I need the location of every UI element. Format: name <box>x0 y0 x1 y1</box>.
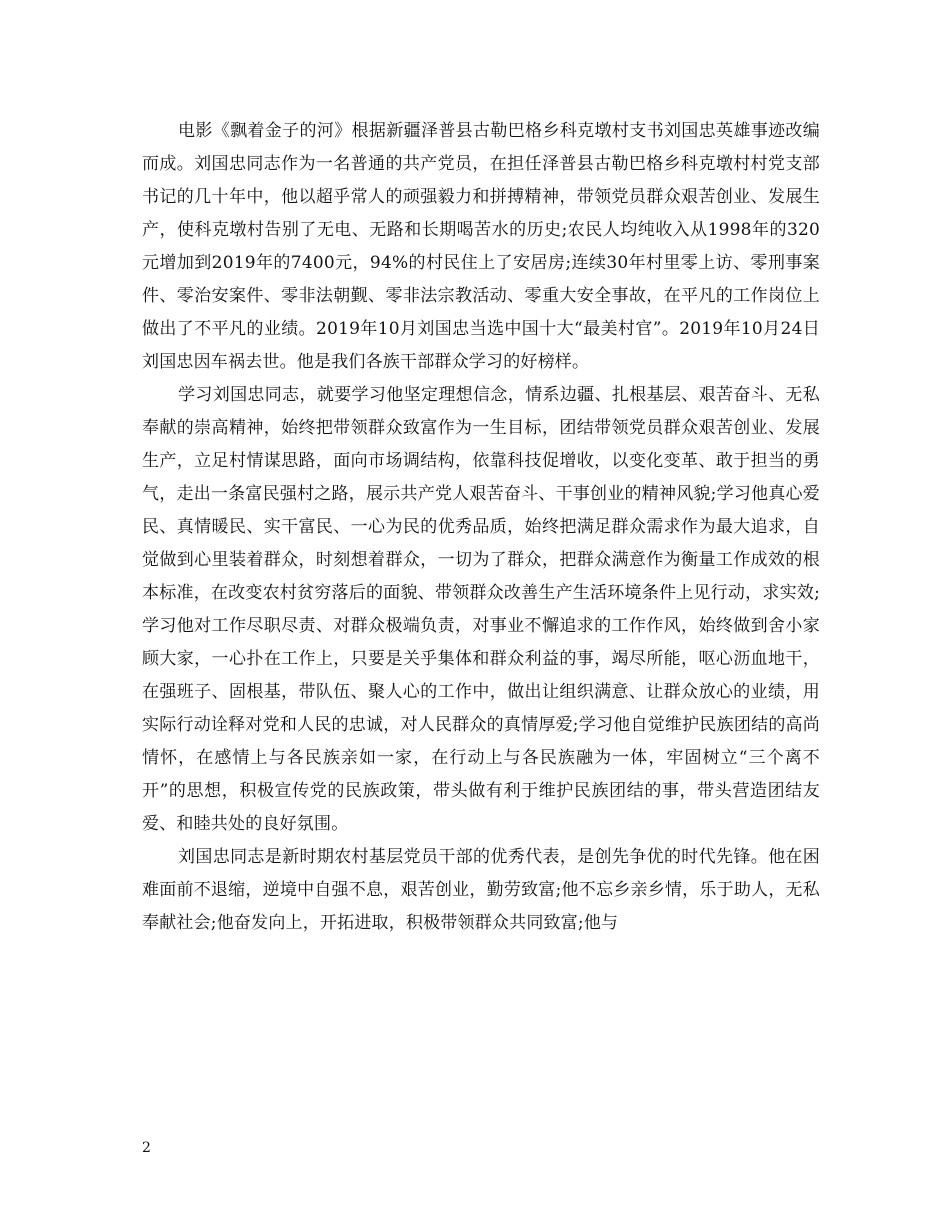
paragraph-3: 刘国忠同志是新时期农村基层党员干部的优秀代表，是创先争优的时代先锋。他在困难面前不退缩，逆境中自强不息，艰苦创业，勤劳致富;他不忘乡亲乡情，乐于助人，无私奉献社会;他奋发向上，开拓进取，积极带领群众共同致富;他与 <box>142 847 820 933</box>
page-number: 2 <box>142 1140 151 1156</box>
document-body <box>142 115 820 940</box>
paragraph-1: 电影《飘着金子的河》根据新疆泽普县古勒巴格乡科克墩村支书刘国忠英雄事迹改编而成。刘国忠同志作为一名普通的共产党员，在担任泽普县古勒巴格乡科克墩村村党支部书记的几十年中，他以超乎常人的顽强毅力和拼搏精神，带领党员群众艰苦创业、发展生产，使科克墩村告别了无电、无路和长期喝苦水的历史;农民人均纯收入从1998年的320元增加到2019年的7400元，94%的村民住上了安居房;连续30年村里零上访、零刑事案件、零治安案件、零非法朝觐、零非法宗教活动、零重大安全事故，在平凡的工作岗位上做出了不平凡的业绩。2019年10月刘国忠当选中国十大“最美村官”。2019年10月24日刘国忠因车祸去世。他是我们各族干部群众学习的好榜样。 <box>142 121 820 372</box>
paragraph-2: 学习刘国忠同志，就要学习他坚定理想信念，情系边疆、扎根基层、艰苦奋斗、无私奉献的崇高精神，始终把带领群众致富作为一生目标，团结带领党员群众艰苦创业、发展生产，立足村情谋思路，面向市场调结构，依靠科技促增收，以变化变革、敢于担当的勇气，走出一条富民强村之路，展示共产党人艰苦奋斗、干事创业的精神风貌;学习他真心爱民、真情暖民、实干富民、一心为民的优秀品质，始终把满足群众需求作为最大追求，自觉做到心里装着群众，时刻想着群众，一切为了群众，把群众满意作为衡量工作成效的根本标准，在改变农村贫穷落后的面貌、带领群众改善生产生活环境条件上见行动，求实效;学习他对工作尽职尽责、对群众极端负责，对事业不懈追求的工作作风，始终做到舍小家顾大家，一心扑在工作上，只要是关乎集体和群众利益的事，竭尽所能，呕心沥血地干，在强班子、固根基，带队伍、聚人心的工作中，做出让组织满意、让群众放心的业绩，用实际行动诠释对党和人民的忠诚，对人民群众的真情厚爱;学习他自觉维护民族团结的高尚情怀，在感情上与各民族亲如一家，在行动上与各民族融为一体，牢固树立“三个离不开”的思想，积极宣传党的民族政策，带头做有利于维护民族团结的事，带头营造团结友爱、和睦共处的良好氛围。 <box>142 385 820 834</box>
